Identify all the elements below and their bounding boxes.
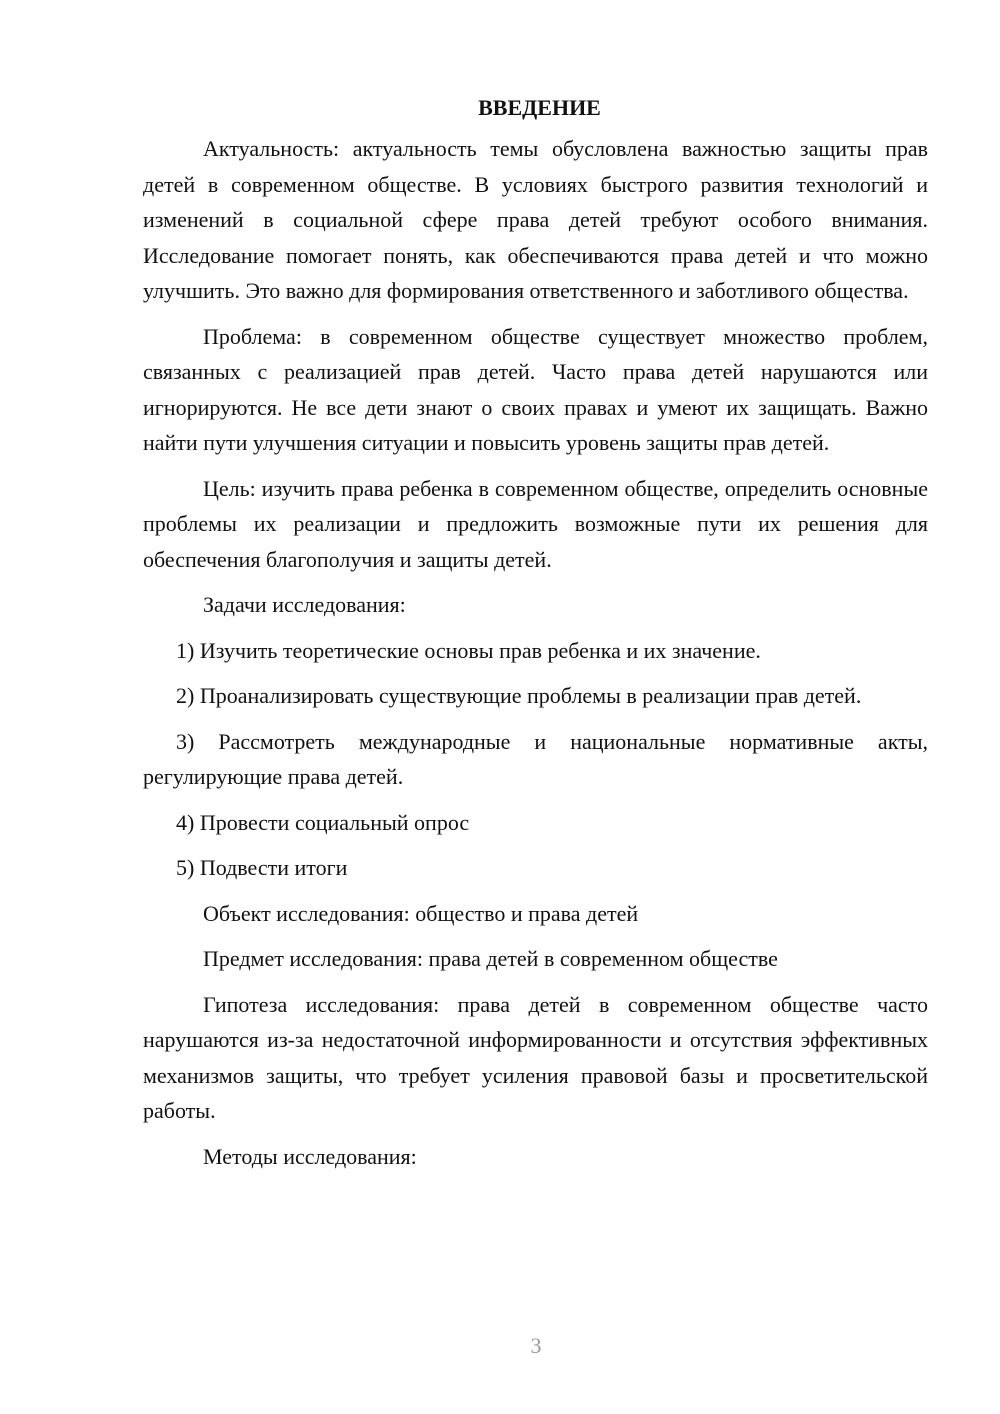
task-item: 4) Провести социальный опрос [176, 809, 470, 835]
hypothesis-paragraph: Гипотеза исследования: права детей в современном обществе часто нарушаются из-за недостаточной информированности и отсутствия эффективных механизмов защиты, что требует усиления правовой базы и просветительской работы. [143, 991, 928, 1123]
section-title: ВВЕДЕНИЕ [478, 95, 601, 120]
methods-heading: Методы исследования: [203, 1143, 417, 1169]
task-item: 3) Рассмотреть международные и национальные нормативные акты, регулирующие права детей. [143, 728, 928, 789]
tasks-heading: Задачи исследования: [203, 592, 406, 617]
document-body [143, 90, 928, 1184]
relevance-paragraph: Актуальность: актуальность темы обусловлена важностью защиты прав детей в современном обществе. В условиях быстрого развития технологий и изменений в социальной сфере права детей требуют особого внимания. Исследование помогает понять, как обеспечиваются права детей и что можно улучшить. Это важно для формирования ответственного и заботливого общества. [143, 136, 928, 303]
goal-paragraph: Цель: изучить права ребенка в современном обществе, определить основные проблемы их реализации и предложить возможные пути их решения для обеспечения благополучия и защиты детей. [143, 475, 928, 572]
task-item: 5) Подвести итоги [176, 855, 348, 880]
page-number: 3 [530, 1333, 542, 1358]
problem-paragraph: Проблема: в современном обществе существует множество проблем, связанных с реализацией прав детей. Часто права детей нарушаются или игнорируются. Не все дети знают о своих правах и умеют их защищать. Важно найти пути улучшения ситуации и повысить уровень защиты прав детей. [143, 323, 928, 455]
subject-paragraph: Предмет исследования: права детей в современном обществе [203, 946, 778, 971]
task-item: 2) Проанализировать существующие проблемы в реализации прав детей. [176, 683, 862, 708]
object-paragraph: Объект исследования: общество и права детей [203, 900, 639, 926]
task-item: 1) Изучить теоретические основы прав ребенка и их значение. [176, 637, 761, 663]
